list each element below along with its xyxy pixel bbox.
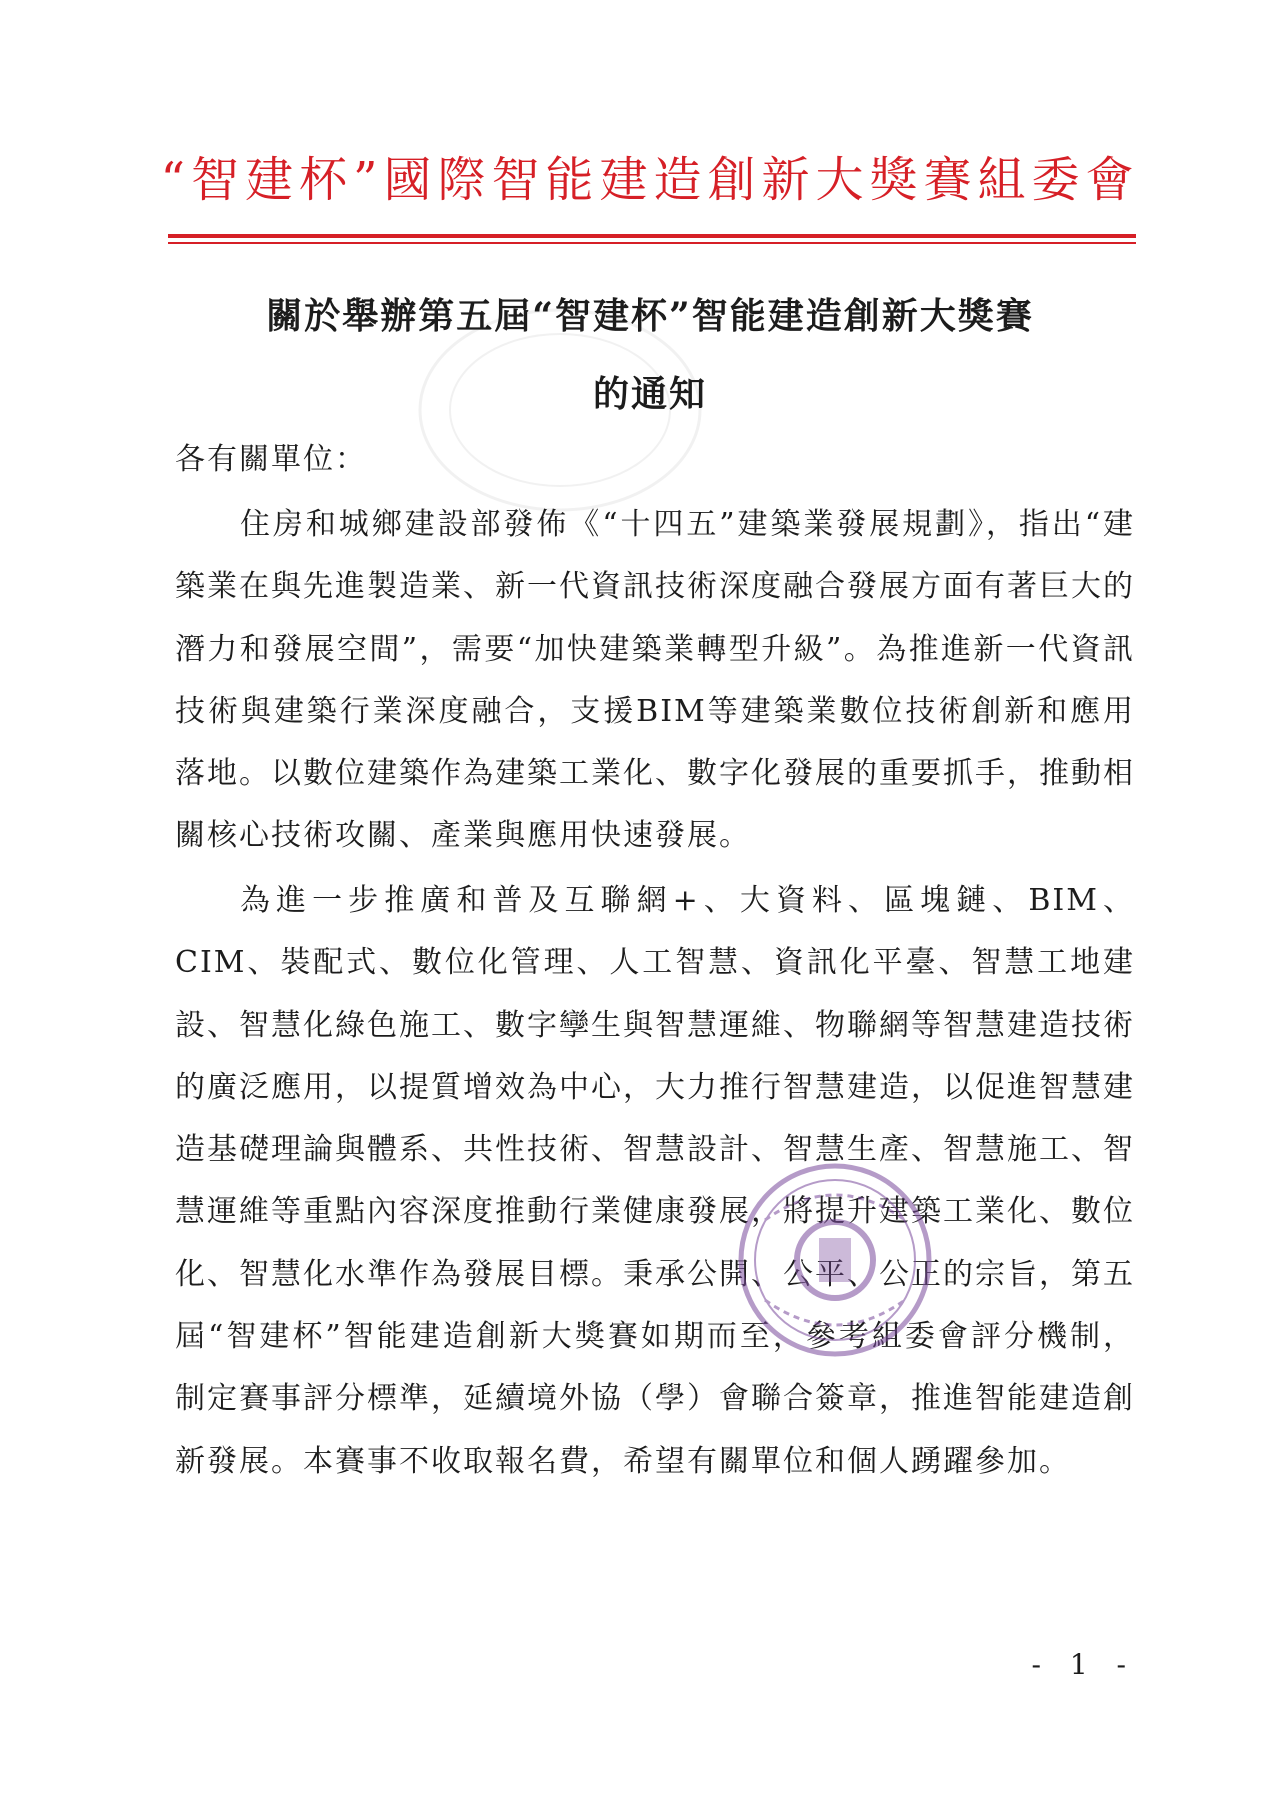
paragraph-text: 住房和城鄉建設部發佈《“十四五”建築業發展規劃》，指出“建築業在與先進製造業、新一代資訊技術深度融合發展方面有著巨大的潛力和發展空間”，需要“加快建築業轉型升級”。為推進新一代資訊技術與建築行業深度融合，支援BIM等建築業數位技術創新和應用落地。以數位建築作為建築工業化、數字化發展的重要抓手，推動相關核心技術攻關、產業與應用快速發展。	[175, 507, 1135, 854]
document-title-line-2: 的通知	[592, 373, 707, 415]
letterhead-rule-thin	[168, 242, 1136, 244]
page-number: - 1 -	[1031, 1648, 1136, 1681]
salutation: 各有關單位：	[175, 442, 367, 477]
paragraph-text: 為進一步推廣和普及互聯網+、大資料、區塊鏈、BIM、CIM、裝配式、數位化管理、人工智慧、資訊化平臺、智慧工地建設、智慧化綠色施工、數字孿生與智慧運維、物聯網等智慧建造技術的廣泛應用，以提質增效為中心，大力推行智慧建造，以促進智慧建造基礎理論與體系、共性技術、智慧設計、智慧生產、智慧施工、智慧運維等重點內容深度推動行業健康發展，將提升建築工業化、數位化、智慧化水準作為發展目標。秉承公開、公平、公正的宗旨，第五屆“智建杯”智能建造創新大獎賽如期而至，參考組委會評分機制，制定賽事評分標準，延續境外協（學）會聯合簽章，推進智能建造創新發展。本賽事不收取報名費，希望有關單位和個人踴躍參加。	[175, 883, 1135, 1479]
body-paragraph-2	[175, 870, 1135, 1493]
letterhead-title: “智建杯”國際智能建造創新大獎賽組委會	[160, 152, 1140, 208]
body-paragraph-1	[175, 494, 1135, 868]
document-title-line-1: 關於舉辦第五屆“智建杯”智能建造創新大獎賽	[266, 295, 1034, 337]
letterhead-rule-thick	[168, 234, 1136, 238]
